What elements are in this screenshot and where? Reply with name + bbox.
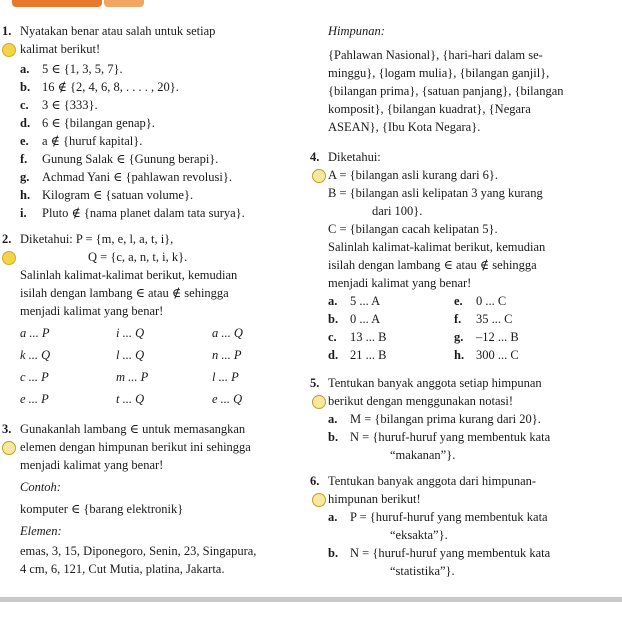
item-label: f. bbox=[454, 312, 462, 326]
q2-instr2: isilah dengan lambang ∈ atau ∉ sehingga bbox=[20, 286, 229, 300]
clock-icon bbox=[2, 441, 16, 455]
q4-item: 21 ... B bbox=[350, 348, 387, 362]
q6-line1: Tentukan banyak anggota dari himpunan- bbox=[328, 474, 537, 488]
q3-line2: elemen dengan himpunan berikut ini sehingga bbox=[20, 440, 251, 454]
q2-instr1: Salinlah kalimat-kalimat berikut, kemudian bbox=[20, 268, 238, 282]
elemen-line2: 4 cm, 6, 121, Cut Mutia, platina, Jakarta. bbox=[20, 562, 225, 576]
q2-instr3: menjadi kalimat yang benar! bbox=[20, 304, 164, 318]
grid-cell: t ... Q bbox=[116, 392, 145, 406]
grid-cell: i ... Q bbox=[116, 326, 145, 340]
clock-icon bbox=[312, 493, 326, 507]
item-label: h. bbox=[20, 188, 31, 202]
q5-item-b1: N = {huruf-huruf yang membentuk kata bbox=[350, 430, 551, 444]
q6-item-a1: P = {huruf-huruf yang membentuk kata bbox=[350, 510, 548, 524]
item-label: g. bbox=[454, 330, 464, 344]
grid-cell: a ... Q bbox=[212, 326, 243, 340]
q1-item-a: 5 ∈ {1, 3, 5, 7}. bbox=[42, 62, 123, 76]
item-label: a. bbox=[20, 62, 30, 76]
item-label: i. bbox=[20, 206, 27, 220]
q2-number: 2. bbox=[2, 232, 12, 246]
q1-item-c: 3 ∈ {333}. bbox=[42, 98, 98, 112]
q1-line2: kalimat berikut! bbox=[20, 42, 101, 56]
q4-set-b2: dari 100}. bbox=[372, 204, 423, 218]
q1-line1: Nyatakan benar atau salah untuk setiap bbox=[20, 24, 216, 38]
item-label: e. bbox=[20, 134, 29, 148]
q4-set-b1: B = {bilangan asli kelipatan 3 yang kurang bbox=[328, 186, 543, 200]
item-label: b. bbox=[328, 546, 339, 560]
item-label: d. bbox=[328, 348, 339, 362]
q5-item-a: M = {bilangan prima kurang dari 20}. bbox=[350, 412, 541, 426]
q1-items bbox=[0, 60, 300, 222]
item-label: e. bbox=[454, 294, 463, 308]
item-label: d. bbox=[20, 116, 31, 130]
elemen-label: Elemen: bbox=[20, 524, 62, 538]
q1-item-b: 16 ∉ {2, 4, 6, 8, . . . . , 20}. bbox=[42, 80, 179, 94]
q2-line1: Diketahui: P = {m, e, l, a, t, i}, bbox=[20, 232, 174, 246]
q1-item-e: a ∉ {huruf kapital}. bbox=[42, 134, 143, 148]
contoh-text: komputer ∈ {barang elektronik} bbox=[20, 502, 184, 516]
right-column bbox=[310, 24, 610, 580]
grid-cell: e ... P bbox=[20, 392, 49, 406]
q4-item: 0 ... A bbox=[350, 312, 381, 326]
q1-item-d: 6 ∈ {bilangan genap}. bbox=[42, 116, 155, 130]
q5-item-b2: “makanan”}. bbox=[390, 448, 456, 462]
q4-item: 5 ... A bbox=[350, 294, 381, 308]
chapter-tab bbox=[12, 0, 102, 7]
q3-number: 3. bbox=[2, 422, 12, 436]
grid-cell: l ... Q bbox=[116, 348, 145, 362]
q4-item: 35 ... C bbox=[476, 312, 513, 326]
grid-cell: k ... Q bbox=[20, 348, 51, 362]
q4-instr1: Salinlah kalimat-kalimat berikut, kemudian bbox=[328, 240, 546, 254]
clock-icon bbox=[312, 395, 326, 409]
himpunan-line1: {Pahlawan Nasional}, {hari-hari dalam se- bbox=[328, 48, 543, 62]
himpunan-line5: ASEAN}, {Ibu Kota Negara}. bbox=[328, 120, 481, 134]
q4-items bbox=[310, 292, 610, 364]
q2-line2: Q = {c, a, n, t, i, k}. bbox=[88, 250, 188, 264]
left-column: 1. Nyatakan benar atau salah untuk setiap kalimat berikut! a. 5 ∈ {1, 3, 5, 7}. b. 16 ∉ {2, 4, 6, 8, . . . . , 20}. c. 3 ∈ {333}. d. 6 ∈ {bilangan genap}. e. a ∉ {huruf kapital}. f. Gunung Salak ∈ {Gunung berapi}. g. Achmad Yani ∈ {pahlawan revolusi}. h. Kilogram ∈ {satuan volume}. i. Pluto ∉ {nama planet dalam tata surya}. 2. Diketahui: P = {m, e, l, a, t, i}, Q = {c, a, n, t, i, k}. Salinlah kalimat-kalimat berikut, kemudian isilah dengan lambang ∈ atau ∉ sehingga menjadi kalimat yang benar! a ... P i ... Q a ... Q k ... Q l ... Q n ... P c ... P m ... P l ... P e ... P t ... Q e ... Q 3. Gunakanlah lambang ∈ untuk memasangkan elemen dengan himpunan berikut ini sehingga menjadi kalimat yang benar! Contoh: komputer ∈ {barang elektronik} Elemen: emas, 3, 15, Diponegoro, Senin, 23, Singapura, 4 cm, 6, 121, Cut Mutia, platina, Jakarta. bbox=[0, 24, 300, 578]
grid-cell: n ... P bbox=[212, 348, 242, 362]
q3-line3: menjadi kalimat yang benar! bbox=[20, 458, 164, 472]
item-label: b. bbox=[20, 80, 31, 94]
elemen-line1: emas, 3, 15, Diponegoro, Senin, 23, Singapura, bbox=[20, 544, 257, 558]
q4-item: 13 ... B bbox=[350, 330, 387, 344]
q6-line2: himpunan berikut! bbox=[328, 492, 421, 506]
item-label: c. bbox=[328, 330, 337, 344]
q1-item-g: Achmad Yani ∈ {pahlawan revolusi}. bbox=[42, 170, 232, 184]
item-label: b. bbox=[328, 312, 339, 326]
q6-number: 6. bbox=[310, 474, 320, 488]
q4-set-c: C = {bilangan cacah kelipatan 5}. bbox=[328, 222, 498, 236]
lightbulb-icon bbox=[2, 251, 16, 265]
grid-cell: a ... P bbox=[20, 326, 50, 340]
q4-item: 0 ... C bbox=[476, 294, 507, 308]
item-label: a. bbox=[328, 510, 338, 524]
himpunan-title: Himpunan: bbox=[328, 24, 385, 38]
q5-number: 5. bbox=[310, 376, 320, 390]
q6-item-b2: “statistika”}. bbox=[390, 564, 455, 578]
q4-instr2: isilah dengan lambang ∈ atau ∉ sehingga bbox=[328, 258, 537, 272]
top-header-bar bbox=[0, 0, 622, 8]
q4-number: 4. bbox=[310, 150, 320, 164]
item-label: f. bbox=[20, 152, 28, 166]
item-label: b. bbox=[328, 430, 339, 444]
himpunan-line4: komposit}, {bilangan kuadrat}, {Negara bbox=[328, 102, 531, 116]
item-label: h. bbox=[454, 348, 465, 362]
q1-item-i: Pluto ∉ {nama planet dalam tata surya}. bbox=[42, 206, 245, 220]
q2-grid bbox=[0, 324, 300, 412]
q1-item-f: Gunung Salak ∈ {Gunung berapi}. bbox=[42, 152, 219, 166]
grid-cell: l ... P bbox=[212, 370, 239, 384]
q1-item-h: Kilogram ∈ {satuan volume}. bbox=[42, 188, 194, 202]
q4-item: –12 ... B bbox=[476, 330, 519, 344]
q4-instr3: menjadi kalimat yang benar! bbox=[328, 276, 472, 290]
grid-cell: e ... Q bbox=[212, 392, 243, 406]
lightbulb-icon bbox=[2, 43, 16, 57]
item-label: a. bbox=[328, 412, 338, 426]
clock-icon bbox=[312, 169, 326, 183]
bottom-divider bbox=[0, 597, 622, 602]
grid-cell: m ... P bbox=[116, 370, 149, 384]
q5-line1: Tentukan banyak anggota setiap himpunan bbox=[328, 376, 542, 390]
item-label: g. bbox=[20, 170, 30, 184]
q4-item: 300 ... C bbox=[476, 348, 519, 362]
chapter-tab-accent bbox=[104, 0, 144, 7]
item-label: c. bbox=[20, 98, 29, 112]
q4-title: Diketahui: bbox=[328, 150, 381, 164]
q5-line2: berikut dengan menggunakan notasi! bbox=[328, 394, 514, 408]
himpunan-line3: {bilangan prima}, {satuan panjang}, {bilangan bbox=[328, 84, 564, 98]
himpunan-line2: minggu}, {logam mulia}, {bilangan ganjil}, bbox=[328, 66, 550, 80]
q6-item-b1: N = {huruf-huruf yang membentuk kata bbox=[350, 546, 551, 560]
q6-item-a2: “eksakta”}. bbox=[390, 528, 448, 542]
q4-set-a: A = {bilangan asli kurang dari 6}. bbox=[328, 168, 499, 182]
item-label: a. bbox=[328, 294, 338, 308]
contoh-label: Contoh: bbox=[20, 480, 61, 494]
grid-cell: c ... P bbox=[20, 370, 49, 384]
q3-line1: Gunakanlah lambang ∈ untuk memasangkan bbox=[20, 422, 246, 436]
